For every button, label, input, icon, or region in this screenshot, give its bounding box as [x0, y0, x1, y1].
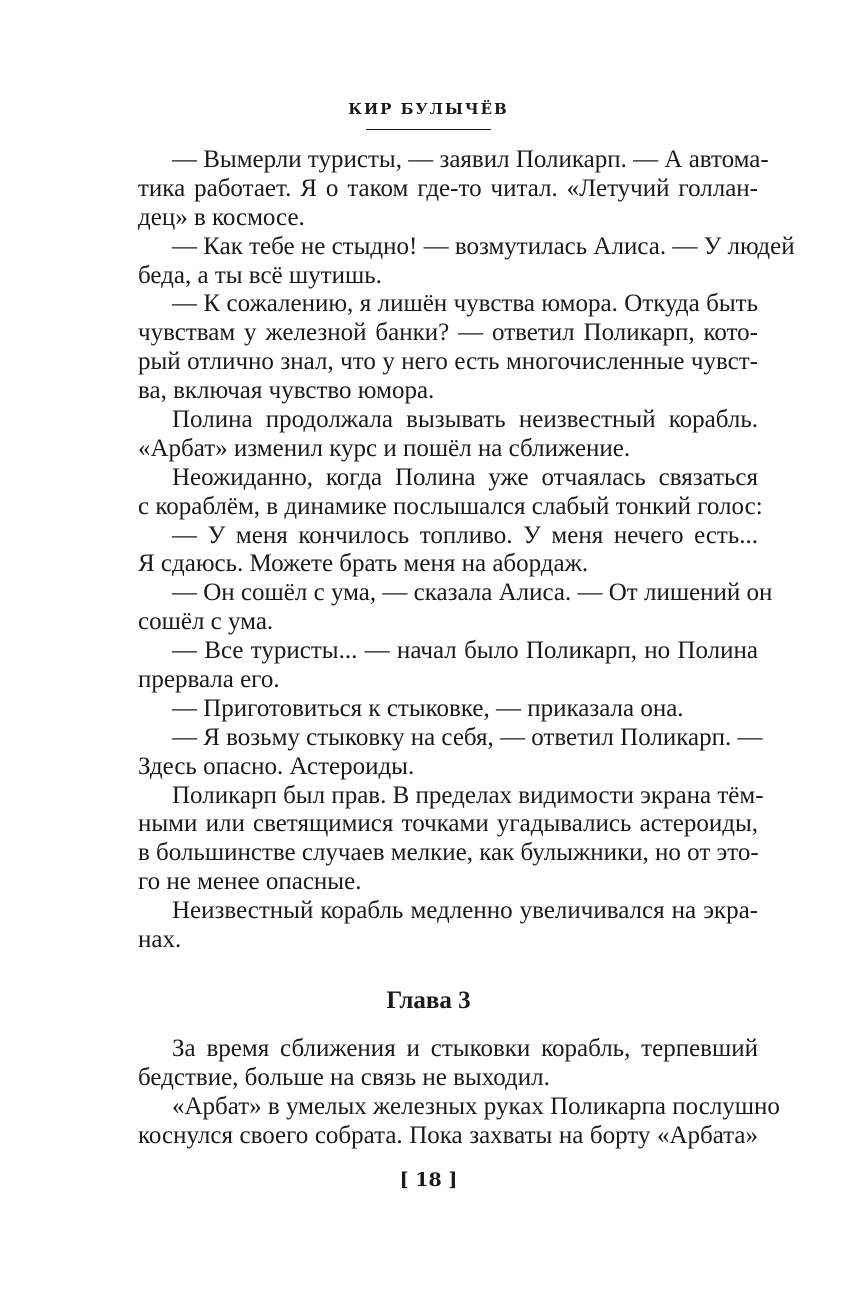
text-line: — Приготовиться к стыковке, — приказала она. — [172, 694, 684, 722]
text-line: — Все туристы... — начал было Поликарп, но Полина — [172, 637, 758, 665]
text-line: — Как тебе не стыдно! — возмутилась Алиса. — У людей — [172, 232, 795, 260]
text-line: сошёл с ума. — [138, 608, 274, 636]
text-line: — К сожалению, я лишён чувства юмора. Откуда быть — [172, 290, 758, 318]
running-head-author: КИР БУЛЫЧЁВ — [348, 100, 509, 118]
body-text-section-1 — [138, 146, 795, 955]
text-line: го не менее опасные. — [138, 868, 362, 896]
text-line: в большинстве случаев мелкие, как булыжники, но от это- — [138, 839, 759, 867]
page-number: [ 18 ] — [399, 1169, 458, 1191]
text-line: нах. — [138, 926, 182, 954]
text-line: Полина продолжала вызывать неизвестный корабль. — [172, 406, 758, 434]
text-line: Здесь опасно. Астероиды. — [138, 752, 415, 780]
text-line: — У меня кончилось топливо. У меня нечего есть... — [172, 521, 758, 549]
text-line: ва, включая чувство юмора. — [138, 377, 435, 405]
text-line: тика работает. Я о таком где-то читал. «Летучий голлан- — [138, 174, 758, 202]
text-line: «Арбат» изменил курс и пошёл на сближение. — [138, 434, 631, 462]
text-line: рый отлично знал, что у него есть многочисленные чувст- — [138, 348, 758, 376]
text-line: — Я возьму стыковку на себя, — ответил Поликарп. — — [172, 723, 763, 751]
text-line: Неожиданно, когда Полина уже отчаялась связаться — [172, 463, 758, 491]
text-line: За время сближения и стыковки корабль, терпевший — [172, 1035, 758, 1062]
text-line: Неизвестный корабль медленно увеличивался на экра- — [172, 897, 758, 925]
text-line: беда, а ты всё шутишь. — [138, 261, 382, 289]
text-line: — Он сошёл с ума, — сказала Алиса. — От лишений он — [172, 579, 773, 607]
text-line: чувствам у железной банки? — ответил Поликарп, кото- — [138, 319, 758, 347]
text-line: с кораблём, в динамике послышался слабый тонкий голос: — [138, 492, 763, 520]
text-line: — Вымерли туристы, — заявил Поликарп. — А автома- — [172, 146, 769, 173]
text-line: ными или светящимися точками угадывались астероиды, — [138, 810, 758, 838]
text-line: «Арбат» в умелых железных руках Поликарпа послушно — [172, 1092, 780, 1120]
text-line: прервала его. — [138, 666, 280, 694]
text-line: коснулся своего собрата. Пока захваты на борту «Арбата» — [138, 1121, 758, 1149]
text-line: Поликарп был прав. В пределах видимости экрана тём- — [172, 781, 764, 809]
text-line: бедствие, больше на связь не выходил. — [138, 1063, 550, 1091]
chapter-heading: Глава 3 — [386, 987, 471, 1014]
header-divider — [366, 129, 491, 130]
body-text-section-2 — [138, 1035, 780, 1151]
text-line: дец» в космосе. — [138, 203, 305, 231]
text-line: Я сдаюсь. Можете брать меня на абордаж. — [138, 550, 589, 578]
